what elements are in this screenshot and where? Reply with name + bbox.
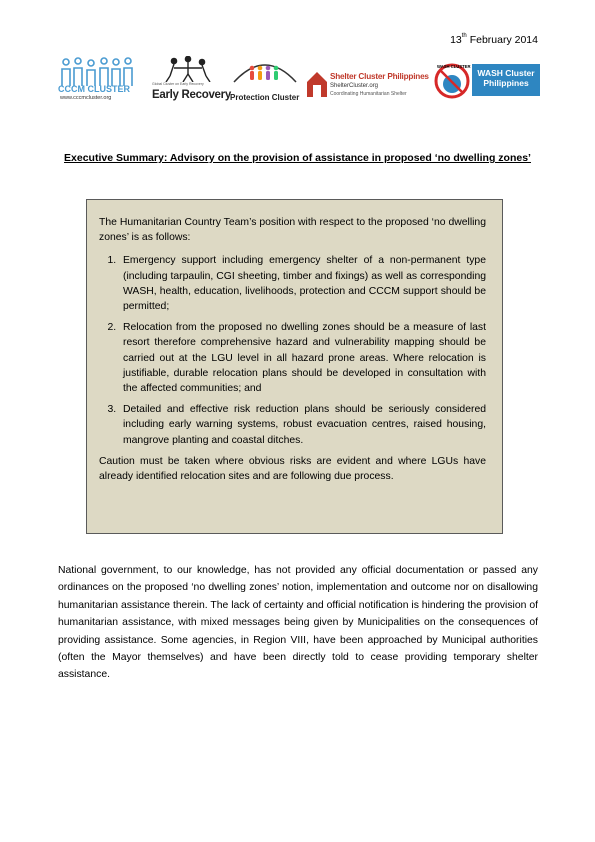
wash-name-panel	[472, 64, 540, 96]
body-paragraph: National government, to our knowledge, has not provided any official documentation or passed any ordinances on the proposed ‘no dwelling zones’ notion, implementation and outcome nor on disallowing humanitarian assistance therein. The lack of certainty and official notification is hindering the provision of humanitarian assistance, with mixed messages being given by Municipalities on the consequences of providing assistance. Some agencies, in Region VIII, have been approached by Municipal authorities (often the Mayor themselves) and have been directly told to cease providing temporary shelter assistance.	[58, 565, 538, 681]
wash-name-line1: WASH Cluster	[477, 68, 535, 78]
shelter-house-icon	[306, 70, 328, 98]
advisory-item: 1. Emergency support including emergency shelter of a non-permanent type (including tarpaulin, CGI sheeting, timber and fixings) as well as corresponding WASH, health, education, livelihoods, protection and CCCM support should be permitted;	[119, 253, 486, 314]
advisory-caution: Caution must be taken where obvious risks are evident and where LGUs have already identified relocation sites and are following due process.	[99, 455, 486, 483]
document-date: 13th February 2014	[450, 33, 538, 46]
protection-cluster-icon	[228, 56, 302, 92]
early-recovery-name: Early Recovery	[152, 89, 231, 101]
document-title: Executive Summary: Advisory on the provision of assistance in proposed ‘no dwelling zones’	[64, 152, 531, 164]
shelter-cluster-tagline: Coordinating Humanitarian Shelter	[330, 91, 407, 97]
early-recovery-tagline: Global Cluster on Early Recovery	[152, 82, 204, 86]
wash-name-line2: Philippines	[483, 78, 529, 88]
advisory-list	[99, 253, 486, 447]
cluster-logos	[58, 56, 540, 106]
wash-cluster-logo	[434, 56, 540, 106]
shelter-cluster-url: ShelterCluster.org	[330, 83, 379, 89]
cccm-logo-url: www.cccmcluster.org	[60, 95, 112, 101]
advisory-item: 3. Detailed and effective risk reduction plans should be seriously considered including early warning systems, robust evacuation centres, raised housing, mangrove planting and coastal ditches.	[119, 402, 486, 448]
cccm-logo-name: CCCM CLUSTER	[58, 84, 130, 94]
cccm-cluster-logo	[58, 56, 140, 106]
early-recovery-logo	[152, 56, 231, 106]
advisory-item: 2. Relocation from the proposed no dwelling zones should be a measure of last resort therefore comprehensive hazard and vulnerability mapping should be carried out at the LGU level in all hazard prone areas. Where relocation is justifiable, durable relocation plans should be developed in consultation with the affected communities; and	[119, 320, 486, 396]
advisory-intro: The Humanitarian Country Team’s position with respect to the proposed ‘no dwelling zones’ is as follows:	[99, 217, 486, 244]
early-recovery-figures-icon	[152, 56, 226, 82]
shelter-cluster-name: Shelter Cluster Philippines	[330, 72, 429, 81]
protection-cluster-name: Protection Cluster	[230, 93, 300, 102]
advisory-box	[86, 199, 503, 534]
wash-badge-label: WASH CLUSTER	[437, 64, 471, 69]
shelter-cluster-logo	[306, 56, 430, 106]
protection-cluster-logo	[228, 56, 302, 106]
